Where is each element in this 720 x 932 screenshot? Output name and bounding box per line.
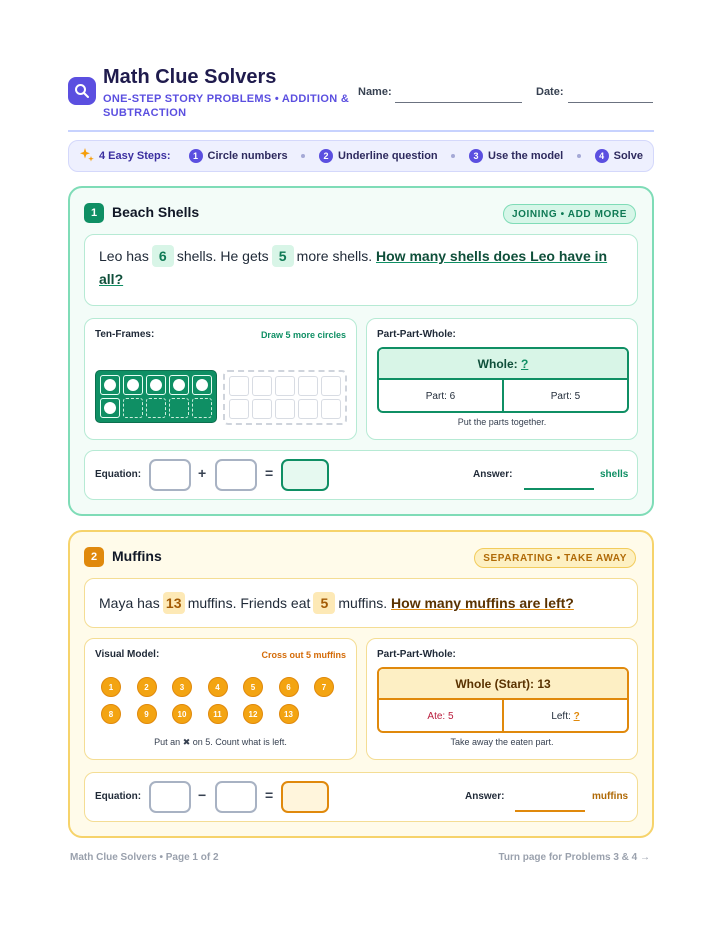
ten-frame-filled[interactable] bbox=[95, 370, 217, 423]
page-subtitle: ONE-STEP STORY PROBLEMS • ADDITION & SUBTRACTION bbox=[103, 93, 350, 119]
footer-page-info: Math Clue Solvers • Page 1 of 2 bbox=[70, 852, 219, 863]
problem-card-1 bbox=[68, 186, 654, 516]
ppw-label: Part-Part-Whole: bbox=[377, 329, 456, 340]
answer-field[interactable] bbox=[515, 810, 585, 812]
name-field[interactable] bbox=[395, 102, 522, 103]
number-box[interactable]: 5 bbox=[272, 245, 294, 267]
muffin-12[interactable]: 12 bbox=[243, 704, 263, 724]
model-label: Visual Model: bbox=[95, 649, 160, 660]
footer-next-page[interactable]: Turn page for Problems 3 & 4 → bbox=[498, 852, 650, 863]
ppw-caption: Put the parts together. bbox=[457, 417, 547, 427]
problem-card-2 bbox=[68, 530, 654, 838]
answer-unit: shells bbox=[600, 469, 629, 480]
problem-title: Muffins bbox=[112, 548, 162, 564]
answer-label: Answer: bbox=[473, 469, 513, 480]
model-hint: Cross out 5 muffins bbox=[261, 650, 346, 660]
muffin-10[interactable]: 10 bbox=[172, 704, 192, 724]
story-problem: Maya has 13 muffins. Friends eat 5 muffins. How many muffins are left? bbox=[84, 578, 638, 628]
steps-title: 4 Easy Steps: bbox=[99, 150, 171, 162]
ppw-whole: Whole (Start): 13 bbox=[379, 669, 627, 700]
step-underline-question: 2 Underline question bbox=[319, 149, 438, 163]
model-label: Ten-Frames: bbox=[95, 329, 155, 340]
part-part-whole-panel bbox=[366, 318, 638, 440]
ppw-diagram bbox=[377, 347, 629, 413]
page-title: Math Clue Solvers bbox=[103, 66, 277, 88]
muffin-4[interactable]: 4 bbox=[208, 677, 228, 697]
cross-icon: ✖ bbox=[182, 737, 191, 747]
ten-frame-panel bbox=[84, 318, 357, 440]
equation-label: Equation: bbox=[95, 469, 142, 480]
muffin-7[interactable]: 7 bbox=[314, 677, 334, 697]
ppw-caption: Take away the eaten part. bbox=[450, 737, 554, 747]
visual-model-panel bbox=[84, 638, 357, 760]
muffin-11[interactable]: 11 bbox=[208, 704, 228, 724]
problem-number: 1 bbox=[84, 203, 104, 223]
step-solve: 4 Solve bbox=[595, 149, 643, 163]
equation-panel bbox=[84, 450, 638, 500]
equals-sign: = bbox=[265, 787, 274, 803]
step-use-model: 3 Use the model bbox=[469, 149, 563, 163]
ppw-part-left[interactable]: Left: ? bbox=[551, 711, 580, 722]
muffin-8[interactable]: 8 bbox=[101, 704, 121, 724]
number-box[interactable]: 13 bbox=[163, 592, 185, 614]
search-icon bbox=[68, 77, 96, 105]
ten-frame-empty[interactable] bbox=[223, 370, 347, 425]
story-question: How many muffins are left? bbox=[391, 595, 574, 611]
number-box[interactable]: 5 bbox=[313, 592, 335, 614]
muffin-3[interactable]: 3 bbox=[172, 677, 192, 697]
answer-label: Answer: bbox=[465, 791, 505, 802]
equation-result[interactable] bbox=[281, 459, 329, 491]
plus-sign: + bbox=[198, 465, 207, 481]
problem-type-tag: SEPARATING • TAKE AWAY bbox=[474, 548, 636, 568]
answer-unit: muffins bbox=[592, 791, 629, 802]
story-question: How many shells does Leo have in all? bbox=[99, 248, 608, 287]
equation-panel bbox=[84, 772, 638, 822]
part-part-whole-panel bbox=[366, 638, 638, 760]
answer-field[interactable] bbox=[524, 488, 594, 490]
date-label: Date: bbox=[536, 86, 564, 98]
sparkle-icon bbox=[79, 147, 95, 166]
steps-bar bbox=[68, 140, 654, 172]
model-hint: Draw 5 more circles bbox=[260, 330, 346, 340]
equals-sign: = bbox=[265, 465, 274, 481]
equation-input-1[interactable] bbox=[149, 781, 191, 813]
minus-sign: − bbox=[198, 787, 207, 803]
equation-input-2[interactable] bbox=[215, 781, 257, 813]
equation-input-2[interactable] bbox=[215, 459, 257, 491]
equation-result[interactable] bbox=[281, 781, 329, 813]
story-problem: Leo has 6 shells. He gets 5 more shells. How many shells does Leo have in all? bbox=[84, 234, 638, 306]
ppw-part-1: Part: 6 bbox=[379, 380, 504, 413]
muffin-9[interactable]: 9 bbox=[137, 704, 157, 724]
muffin-1[interactable]: 1 bbox=[101, 677, 121, 697]
muffin-2[interactable]: 2 bbox=[137, 677, 157, 697]
step-circle-numbers: 1 Circle numbers bbox=[189, 149, 288, 163]
equation-input-1[interactable] bbox=[149, 459, 191, 491]
problem-title: Beach Shells bbox=[112, 204, 200, 220]
muffin-13[interactable]: 13 bbox=[279, 704, 299, 724]
date-field[interactable] bbox=[568, 102, 653, 103]
ppw-part-2: Part: 5 bbox=[550, 391, 581, 402]
ppw-whole[interactable]: Whole: ? bbox=[379, 349, 627, 380]
muffin-6[interactable]: 6 bbox=[279, 677, 299, 697]
name-label: Name: bbox=[358, 86, 392, 98]
muffin-5[interactable]: 5 bbox=[243, 677, 263, 697]
problem-number: 2 bbox=[84, 547, 104, 567]
worksheet-header bbox=[68, 66, 654, 132]
equation-label: Equation: bbox=[95, 791, 142, 802]
number-box[interactable]: 6 bbox=[152, 245, 174, 267]
ppw-label: Part-Part-Whole: bbox=[377, 649, 456, 660]
problem-type-tag: JOINING • ADD MORE bbox=[503, 204, 636, 224]
ppw-part-ate: Ate: 5 bbox=[379, 700, 504, 733]
ppw-diagram bbox=[377, 667, 629, 733]
model-caption: Put an ✖ on 5. Count what is left. bbox=[154, 737, 287, 747]
